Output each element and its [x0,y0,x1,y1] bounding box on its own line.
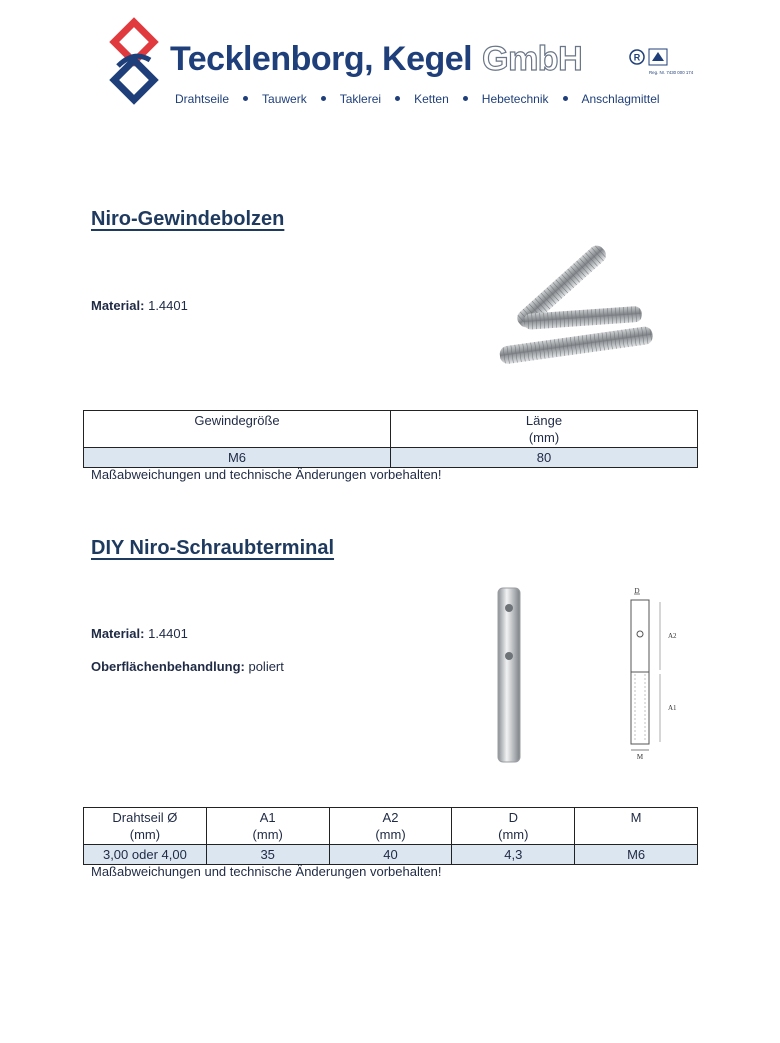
spec-table-gewindebolzen [83,410,698,468]
header-cell: A2 (mm) [329,808,452,845]
certification-badge-icon [628,46,694,76]
brand-name: Tecklenborg, Kegel GmbH [170,40,583,78]
screw-terminal-diagram-icon [606,586,696,764]
table-cell: 3,00 oder 4,00 [84,845,207,865]
tagline-item: Drahtseile [175,92,230,106]
table-row [84,845,698,865]
material-label: Material: [91,298,145,313]
table-header-row [84,808,698,845]
material-value: 1.4401 [148,626,188,641]
tagline-item: Tauwerk [262,92,307,106]
diagram-label-a1: A1 [668,704,677,712]
table-cell: 4,3 [452,845,575,865]
disclaimer-note: Maßabweichungen und technische Änderungen vorbehalten! [91,467,442,482]
header-cell: Gewindegröße [84,411,391,448]
header-cell: Länge (mm) [391,411,698,448]
diagram-label-d: D [634,587,640,595]
disclaimer-note: Maßabweichungen und technische Änderungen vorbehalten! [91,864,442,879]
table-cell: M6 [575,845,698,865]
material-value: 1.4401 [148,298,188,313]
tagline-item: Taklerei [339,92,382,106]
tagline-item: Anschlagmittel [581,92,660,106]
header-cell: D (mm) [452,808,575,845]
header-cell: M [575,808,698,845]
section-title-gewindebolzen: Niro-Gewindebolzen [91,208,285,230]
material-label: Material: [91,626,145,641]
tagline [175,92,660,106]
screw-terminal-photo-icon [488,586,532,764]
tagline-item: Ketten [414,92,449,106]
diagram-label-a2: A2 [668,632,677,640]
surface-value: poliert [248,659,284,674]
table-cell: 35 [206,845,329,865]
surface-label: Oberflächenbehandlung: [91,659,245,674]
table-cell: 80 [391,448,698,468]
svg-text:R: R [633,52,641,63]
spec-table-schraubterminal [83,807,698,865]
header-cell: Drahtseil Ø (mm) [84,808,207,845]
company-logo-icon [104,20,164,104]
diagram-label-m: M [636,753,644,761]
material-line [91,298,188,313]
tagline-item: Hebetechnik [481,92,549,106]
header-cell: A1 (mm) [206,808,329,845]
table-row [84,448,698,468]
table-cell: 40 [329,845,452,865]
brand-suffix: GmbH [482,40,583,78]
threaded-rod-image-icon [494,262,660,374]
surface-line [91,659,284,674]
cert-text: Reg. Nr. 7430 000 174 [649,70,694,75]
table-cell: M6 [84,448,391,468]
section-title-schraubterminal: DIY Niro-Schraubterminal [91,537,335,559]
table-header-row [84,411,698,448]
material-line [91,626,188,641]
